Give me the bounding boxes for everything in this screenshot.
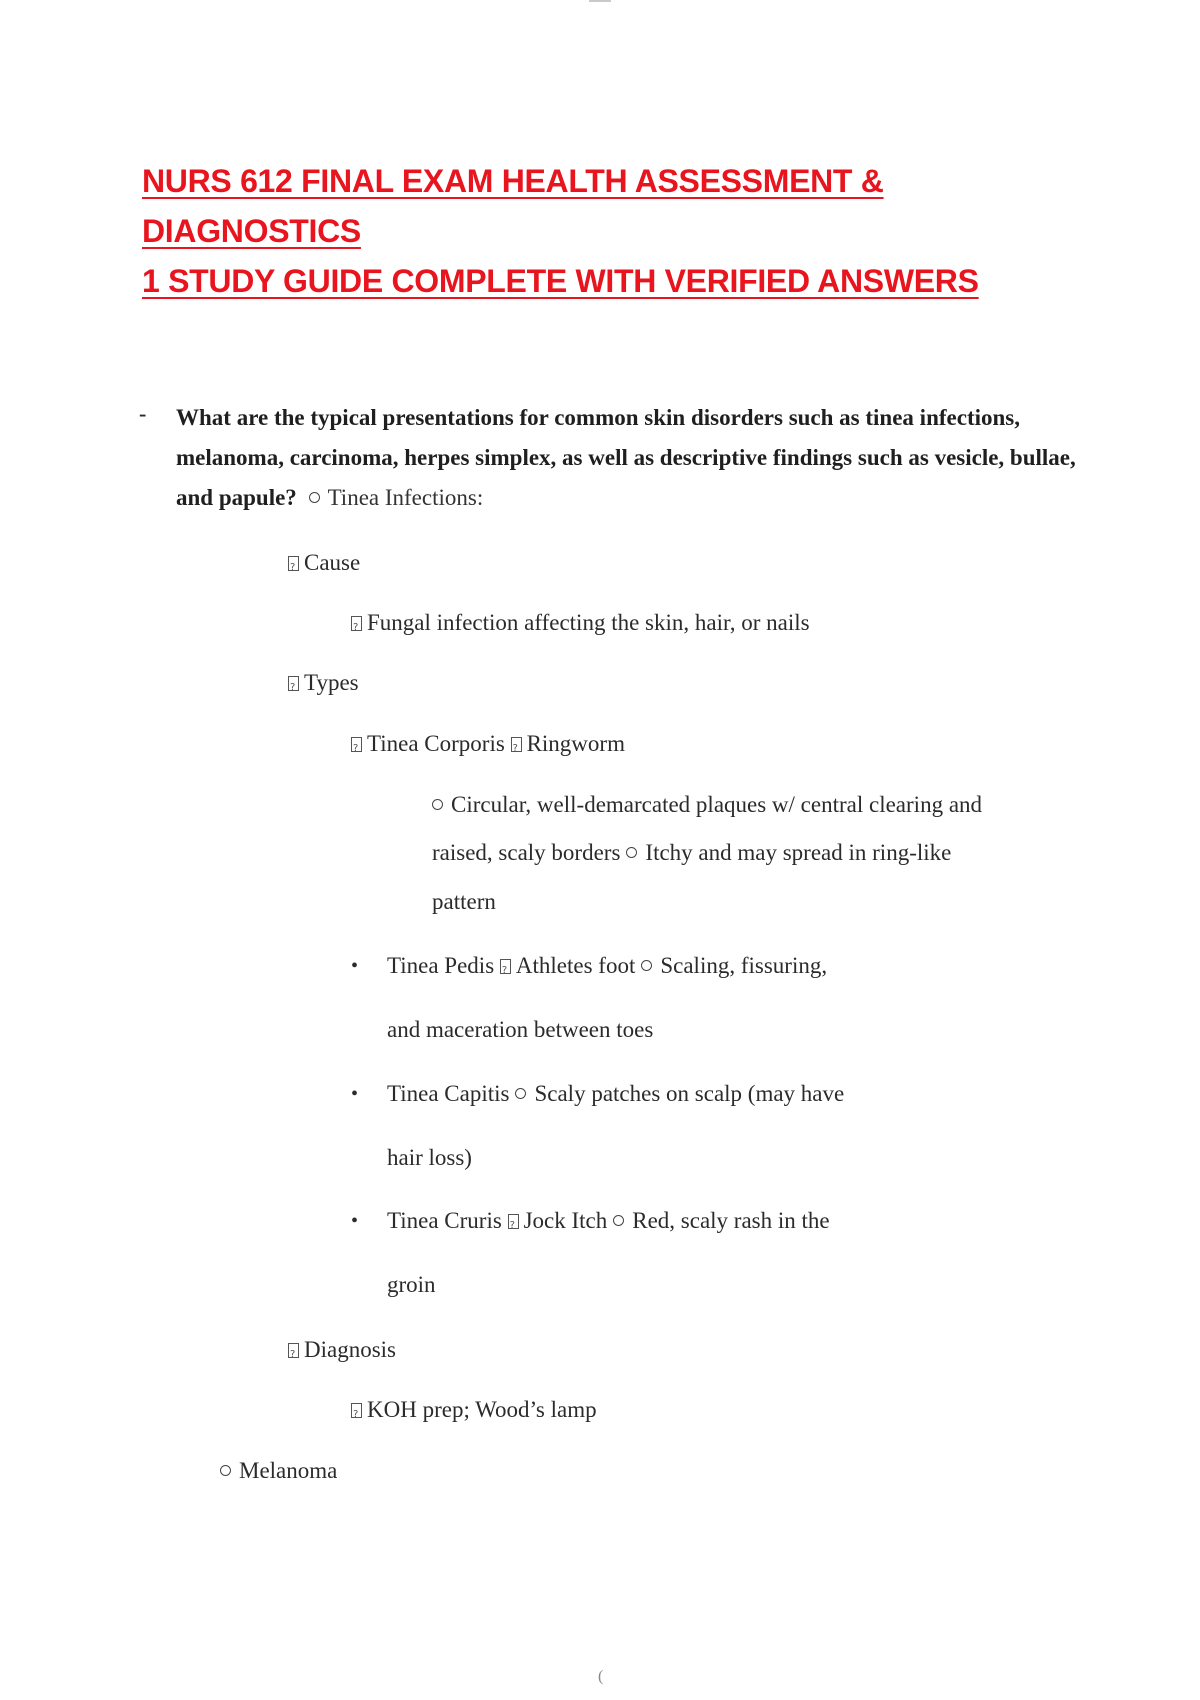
title-line-1: NURS 612 FINAL EXAM HEALTH ASSESSMENT & DIAGNOSTICS: [142, 163, 884, 249]
diagnosis-detail-item: [351, 1395, 597, 1425]
corporis-desc-line-1: [432, 790, 982, 820]
tinea-pedis-item: [387, 951, 827, 981]
types-label: Types: [304, 670, 359, 695]
missing-glyph-bullet-icon: [351, 1403, 362, 1418]
melanoma-label: Melanoma: [239, 1458, 338, 1483]
hollow-circle-bullet-icon: [626, 847, 637, 858]
tinea-corporis-alias: Ringworm: [526, 731, 625, 756]
tinea-capitis-item: [387, 1079, 844, 1109]
cause-item: [288, 548, 360, 578]
diagnosis-label: Diagnosis: [304, 1337, 396, 1362]
missing-glyph-arrow-icon: [500, 959, 511, 974]
footer-page-mark: (: [598, 1668, 604, 1685]
cruris-desc-line-2: [387, 1270, 436, 1300]
hollow-circle-bullet-icon: [641, 960, 652, 971]
question-text: What are the typical presentations for common skin disorders such as tinea infections, melanoma, carcinoma, herpes simplex, as well as descriptive findings such as vesicle, bullae, and papule?: [176, 405, 1076, 510]
corporis-desc-3: pattern: [432, 889, 496, 914]
hollow-circle-bullet-icon: [432, 799, 443, 810]
round-bullet-icon: •: [351, 1083, 359, 1105]
tinea-infections-heading: Tinea Infections:: [327, 485, 484, 510]
hollow-circle-bullet-icon: [309, 492, 320, 503]
corporis-desc-line-2: [432, 838, 951, 868]
cruris-desc-2: groin: [387, 1272, 436, 1297]
corporis-desc-2a: raised, scaly borders: [432, 840, 621, 865]
capitis-desc-1: Scaly patches on scalp (may have: [534, 1081, 845, 1106]
question-block: [176, 398, 1076, 518]
tinea-cruris-name: Tinea Cruris: [387, 1208, 502, 1233]
hollow-circle-bullet-icon: [515, 1088, 526, 1099]
missing-glyph-bullet-icon: [351, 616, 362, 631]
tinea-cruris-alias: Jock Itch: [523, 1208, 608, 1233]
corporis-desc-1: Circular, well-demarcated plaques w/ central clearing and: [451, 792, 983, 817]
pedis-desc-line-2: [387, 1015, 653, 1045]
tinea-pedis-name: Tinea Pedis: [387, 953, 495, 978]
round-bullet-icon: •: [351, 1210, 359, 1232]
title-line-2: 1 STUDY GUIDE COMPLETE WITH VERIFIED ANSWERS: [142, 263, 979, 299]
missing-glyph-bullet-icon: [288, 1343, 299, 1358]
cruris-desc-1: Red, scaly rash in the: [632, 1208, 830, 1233]
tinea-corporis-name: Tinea Corporis: [367, 731, 505, 756]
pedis-desc-2: and maceration between toes: [387, 1017, 654, 1042]
capitis-desc-2: hair loss): [387, 1145, 472, 1170]
corporis-desc-2b: Itchy and may spread in ring-like: [645, 840, 952, 865]
melanoma-item: [220, 1456, 337, 1486]
diagnosis-item: [288, 1335, 396, 1365]
missing-glyph-arrow-icon: [508, 1214, 519, 1229]
document-title: [142, 156, 1092, 306]
missing-glyph-bullet-icon: [288, 676, 299, 691]
missing-glyph-arrow-icon: [511, 737, 522, 752]
types-item: [288, 668, 359, 698]
question-dash: -: [139, 401, 147, 426]
tinea-corporis-item: [351, 729, 625, 759]
tinea-cruris-item: [387, 1206, 830, 1236]
tinea-capitis-name: Tinea Capitis: [387, 1081, 510, 1106]
top-page-mark: [589, 0, 611, 2]
missing-glyph-bullet-icon: [351, 737, 362, 752]
round-bullet-icon: •: [351, 955, 359, 977]
cause-label: Cause: [304, 550, 361, 575]
cause-detail: Fungal infection affecting the skin, hair, or nails: [367, 610, 810, 635]
cause-detail-item: [351, 608, 810, 638]
hollow-circle-bullet-icon: [220, 1465, 231, 1476]
hollow-circle-bullet-icon: [613, 1215, 624, 1226]
missing-glyph-bullet-icon: [288, 556, 299, 571]
capitis-desc-line-2: [387, 1143, 472, 1173]
corporis-desc-line-3: [432, 887, 496, 917]
diagnosis-detail: KOH prep; Wood’s lamp: [367, 1397, 597, 1422]
pedis-desc-1: Scaling, fissuring,: [660, 953, 828, 978]
tinea-pedis-alias: Athletes foot: [515, 953, 636, 978]
